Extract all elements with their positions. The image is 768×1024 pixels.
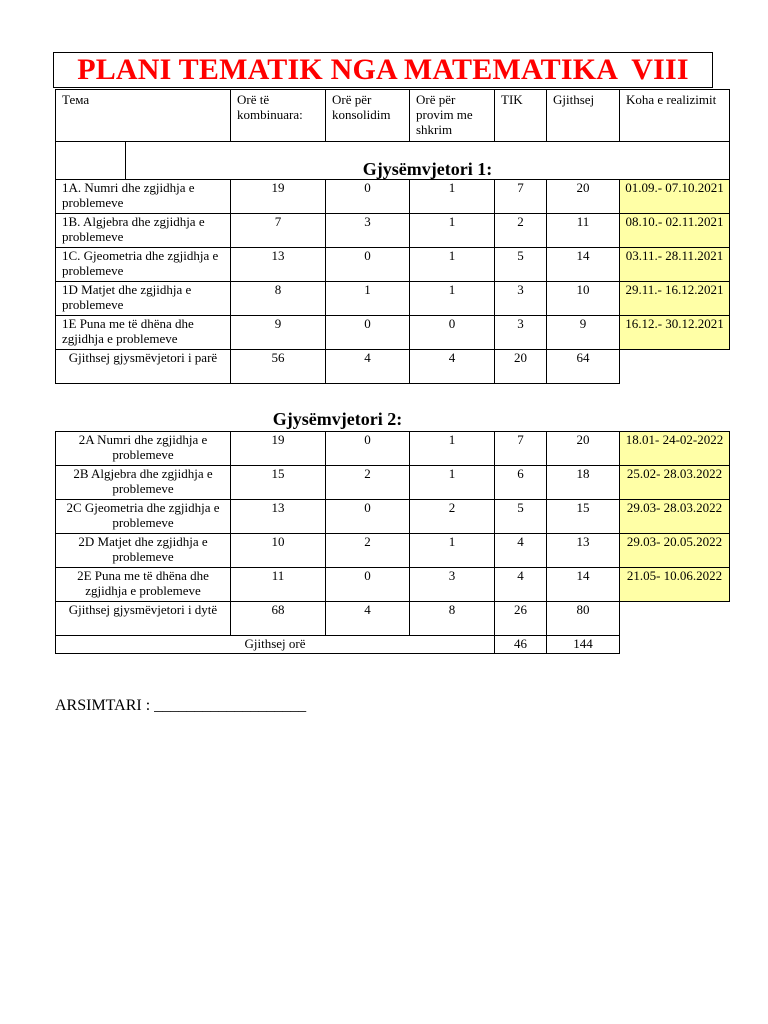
cell-provim: 1 [410, 214, 495, 248]
table-row [56, 500, 730, 534]
cell-kombinuara: 8 [231, 282, 326, 316]
cell-date: 25.02- 28.03.2022 [620, 466, 730, 500]
total-gjithsej: 80 [547, 602, 620, 636]
cell-konsolidim: 0 [326, 500, 410, 534]
cell-provim: 3 [410, 568, 495, 602]
cell-kombinuara: 10 [231, 534, 326, 568]
cell-kombinuara: 13 [231, 500, 326, 534]
title-box [53, 52, 713, 88]
cell-provim: 1 [410, 534, 495, 568]
header-konsolidim: Orë për konsolidim [326, 90, 410, 142]
semester-1-label-row [56, 142, 730, 180]
cell-konsolidim: 0 [326, 180, 410, 214]
cell-date: 29.03- 28.03.2022 [620, 500, 730, 534]
header-koha: Koha e realizimit [620, 90, 730, 142]
cell-gjithsej: 20 [547, 180, 620, 214]
cell-provim: 2 [410, 500, 495, 534]
table-row [56, 282, 730, 316]
semester-2-label: Gjysëmvjetori 2: [272, 409, 403, 429]
total-tik: 26 [495, 602, 547, 636]
page-title: PLANI TEMATIK NGA MATEMATIKA VIII [77, 53, 689, 86]
header-gjithsej: Gjithsej [547, 90, 620, 142]
cell-gjithsej: 10 [547, 282, 620, 316]
header-row [56, 90, 730, 142]
total-row [56, 350, 730, 384]
cell-kombinuara: 7 [231, 214, 326, 248]
cell-tik: 6 [495, 466, 547, 500]
grand-total-gjithsej: 144 [547, 636, 620, 654]
cell-tik: 5 [495, 500, 547, 534]
cell-tik: 7 [495, 432, 547, 466]
cell-tik: 4 [495, 534, 547, 568]
cell-date: 01.09.- 07.10.2021 [620, 180, 730, 214]
empty-cell [620, 636, 730, 654]
cell-date: 16.12.- 30.12.2021 [620, 316, 730, 350]
header-kombinuara: Orë të kombinuara: [231, 90, 326, 142]
total-gjithsej: 64 [547, 350, 620, 384]
total-row [56, 602, 730, 636]
topic-name: 2E Puna me të dhëna dhe zgjidhja e problemeve [56, 568, 231, 602]
cell-gjithsej: 11 [547, 214, 620, 248]
total-tik: 20 [495, 350, 547, 384]
cell-date: 03.11.- 28.11.2021 [620, 248, 730, 282]
cell-tik: 3 [495, 282, 547, 316]
cell-tik: 2 [495, 214, 547, 248]
cell-kombinuara: 19 [231, 432, 326, 466]
cell-date: 18.01- 24-02-2022 [620, 432, 730, 466]
cell-konsolidim: 0 [326, 568, 410, 602]
cell-kombinuara: 15 [231, 466, 326, 500]
total-provim: 8 [410, 602, 495, 636]
table-row [56, 568, 730, 602]
semester-1-label: Gjysëmvjetori 1: [126, 142, 730, 180]
topic-name: 2C Gjeometria dhe zgjidhja e problemeve [56, 500, 231, 534]
grand-total-label: Gjithsej orë [56, 636, 495, 654]
table-row [56, 534, 730, 568]
empty-cell [56, 142, 126, 180]
cell-gjithsej: 14 [547, 568, 620, 602]
cell-konsolidim: 0 [326, 432, 410, 466]
cell-date: 08.10.- 02.11.2021 [620, 214, 730, 248]
cell-tik: 3 [495, 316, 547, 350]
topic-name: 1D Matjet dhe zgjidhja e problemeve [56, 282, 231, 316]
topic-name: 2A Numri dhe zgjidhja e problemeve [56, 432, 231, 466]
empty-cell [620, 350, 730, 384]
total-konsolidim: 4 [326, 602, 410, 636]
cell-gjithsej: 13 [547, 534, 620, 568]
cell-tik: 7 [495, 180, 547, 214]
cell-konsolidim: 2 [326, 534, 410, 568]
cell-kombinuara: 9 [231, 316, 326, 350]
total-label: Gjithsej gjysmëvjetori i dytë [56, 602, 231, 636]
cell-tik: 5 [495, 248, 547, 282]
grand-total-tik: 46 [495, 636, 547, 654]
cell-provim: 1 [410, 432, 495, 466]
cell-date: 21.05- 10.06.2022 [620, 568, 730, 602]
cell-konsolidim: 3 [326, 214, 410, 248]
cell-provim: 1 [410, 282, 495, 316]
table-row [56, 432, 730, 466]
table-row [56, 248, 730, 282]
header-provim: Orë për provim me shkrim [410, 90, 495, 142]
table-row [56, 316, 730, 350]
cell-kombinuara: 19 [231, 180, 326, 214]
cell-konsolidim: 0 [326, 248, 410, 282]
total-provim: 4 [410, 350, 495, 384]
cell-gjithsej: 15 [547, 500, 620, 534]
cell-gjithsej: 14 [547, 248, 620, 282]
cell-gjithsej: 18 [547, 466, 620, 500]
topic-name: 1C. Gjeometria dhe zgjidhja e problemeve [56, 248, 231, 282]
empty-cell [620, 602, 730, 636]
table-row [56, 180, 730, 214]
semester-1-table [55, 89, 730, 384]
total-label: Gjithsej gjysmëvjetori i parë [56, 350, 231, 384]
cell-konsolidim: 0 [326, 316, 410, 350]
cell-date: 29.03- 20.05.2022 [620, 534, 730, 568]
topic-name: 1B. Algjebra dhe zgjidhja e problemeve [56, 214, 231, 248]
cell-provim: 0 [410, 316, 495, 350]
semester-2-table [55, 431, 730, 654]
cell-kombinuara: 11 [231, 568, 326, 602]
table-row [56, 214, 730, 248]
cell-date: 29.11.- 16.12.2021 [620, 282, 730, 316]
total-kombinuara: 56 [231, 350, 326, 384]
cell-provim: 1 [410, 466, 495, 500]
teacher-signature: ARSIMTARI : ___________________ [55, 697, 307, 714]
cell-provim: 1 [410, 180, 495, 214]
header-tema: Тема [56, 90, 231, 142]
cell-konsolidim: 2 [326, 466, 410, 500]
table-row [56, 466, 730, 500]
cell-tik: 4 [495, 568, 547, 602]
cell-provim: 1 [410, 248, 495, 282]
topic-name: 2D Matjet dhe zgjidhja e problemeve [56, 534, 231, 568]
topic-name: 1A. Numri dhe zgjidhja e problemeve [56, 180, 231, 214]
cell-konsolidim: 1 [326, 282, 410, 316]
grand-total-row [56, 636, 730, 654]
cell-gjithsej: 20 [547, 432, 620, 466]
header-tik: TIK [495, 90, 547, 142]
cell-gjithsej: 9 [547, 316, 620, 350]
total-konsolidim: 4 [326, 350, 410, 384]
topic-name: 1E Puna me të dhëna dhe zgjidhja e problemeve [56, 316, 231, 350]
cell-kombinuara: 13 [231, 248, 326, 282]
topic-name: 2B Algjebra dhe zgjidhja e problemeve [56, 466, 231, 500]
total-kombinuara: 68 [231, 602, 326, 636]
